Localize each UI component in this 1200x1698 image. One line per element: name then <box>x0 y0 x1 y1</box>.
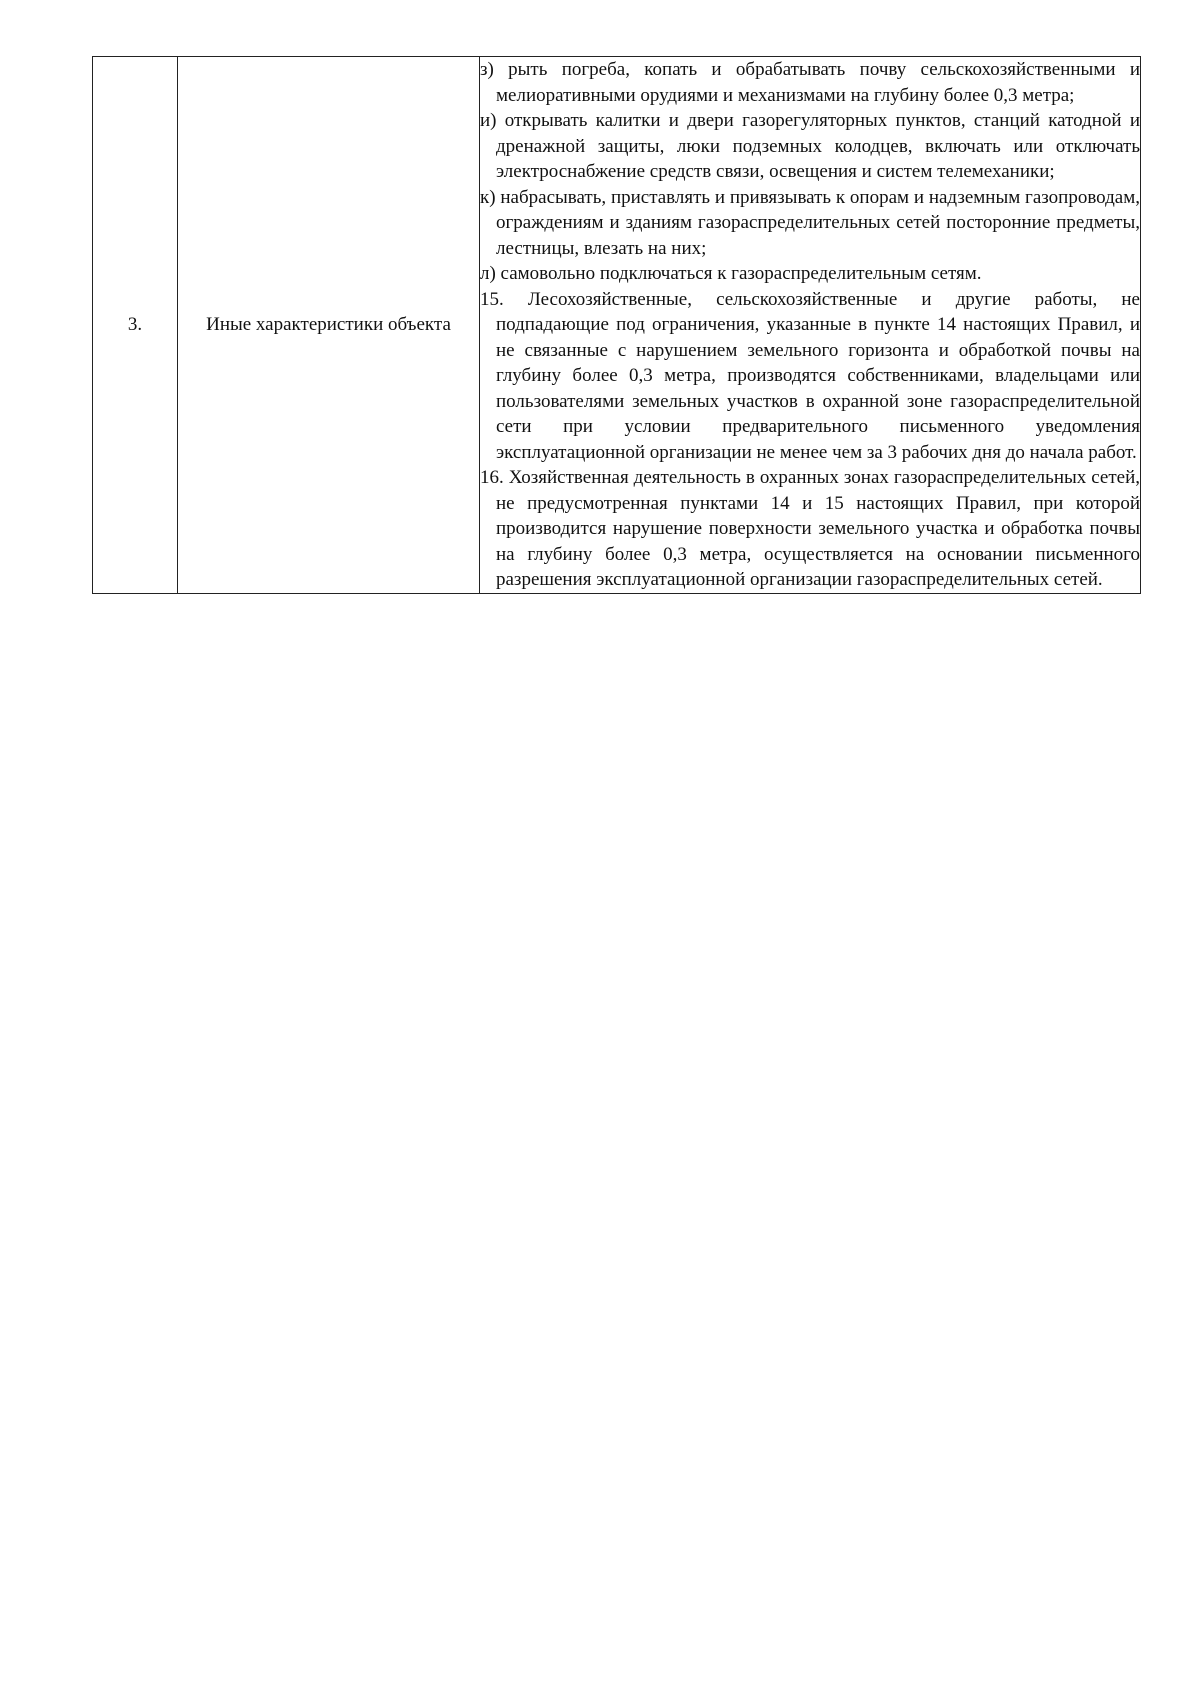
paragraph-16: 16. Хозяйственная деятельность в охранных зонах газораспределительных сетей, не предусмотренная пунктами 14 и 15 настоящих Правил, при которой производится нарушение поверхности земельного участка и обработка почвы на глубину более 0,3 метра, осуществляется на основании письменного разрешения эксплуатационной организации газораспределительных сетей. <box>480 467 1140 590</box>
table-row <box>93 57 1141 594</box>
paragraph-z: з) рыть погреба, копать и обрабатывать почву сельскохозяйственными и мелиоративными орудиями и механизмами на глубину более 0,3 метра; <box>480 59 1140 106</box>
row-description <box>480 57 1141 594</box>
paragraph-15: 15. Лесохозяйственные, сельскохозяйственные и другие работы, не подпадающие под ограничения, указанные в пункте 14 настоящих Правил, и не связанные с нарушением земельного горизонта и обработкой почвы на глубину более 0,3 метра, производятся собственниками, владельцами или пользователями земельных участков в охранной зоне газораспределительной сети при условии предварительного письменного уведомления эксплуатационной организации не менее чем за 3 рабочих дня до начала работ. <box>480 288 1140 463</box>
characteristics-table <box>92 56 1141 594</box>
paragraph-k: к) набрасывать, приставлять и привязывать к опорам и надземным газопроводам, ограждениям и зданиям газораспределительных сетей посторонние предметы, лестницы, влезать на них; <box>480 186 1140 259</box>
paragraph-l: л) самовольно подключаться к газораспределительным сетям. <box>480 263 982 284</box>
paragraph-i: и) открывать калитки и двери газорегуляторных пунктов, станций катодной и дренажной защиты, люки подземных колодцев, включать или отключать электроснабжение средств связи, освещения и систем телемеханики; <box>480 110 1140 182</box>
row-label: Иные характеристики объекта <box>178 57 480 594</box>
row-number: 3. <box>93 57 178 594</box>
